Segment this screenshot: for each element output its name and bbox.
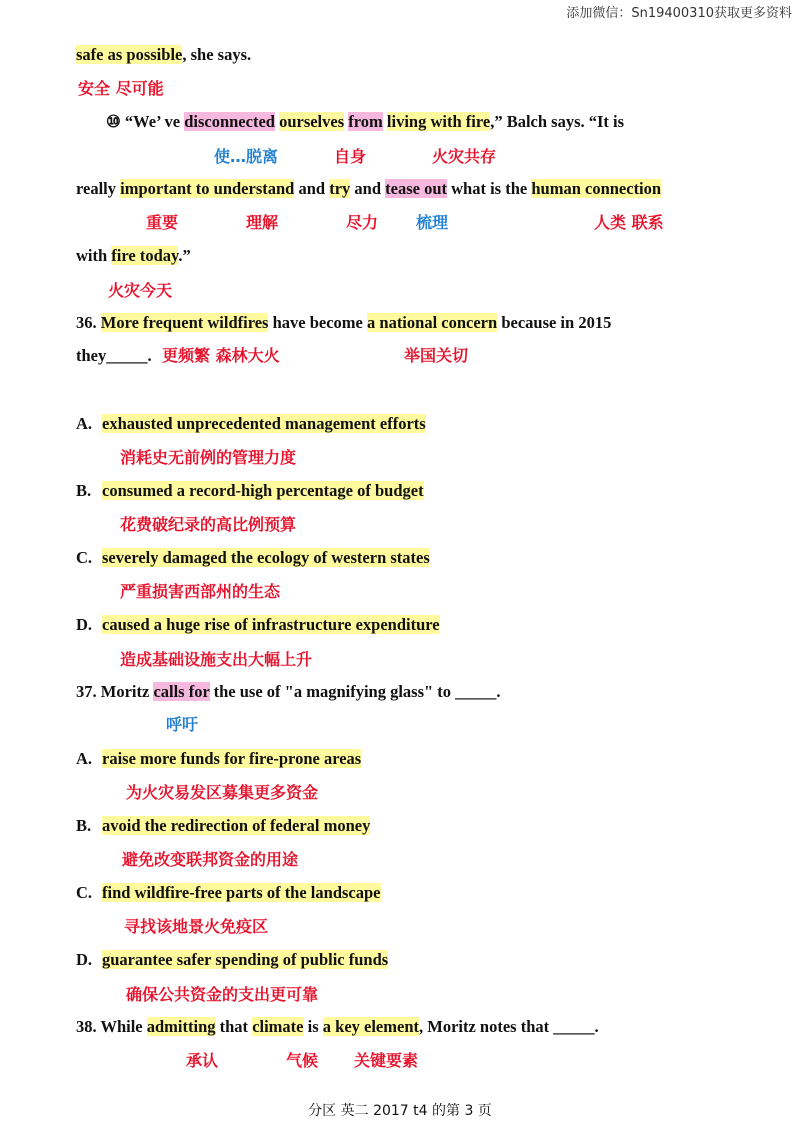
annotation-note: 呼吁 [166, 715, 199, 734]
option-letter: A. [76, 749, 93, 768]
option-letter: B. [76, 481, 92, 500]
option-letter: A. [76, 414, 93, 433]
annotation-note: 消耗史无前例的管理力度 [120, 448, 297, 467]
option-letter: C. [76, 883, 93, 902]
option-37-c[interactable] [76, 878, 381, 908]
annotation-note: 避免改变联邦资金的用途 [122, 850, 299, 869]
highlight: human connection [531, 179, 662, 198]
passage-line-3 [76, 174, 661, 204]
highlight: safe as possible [76, 45, 183, 64]
highlight: a key element [322, 1017, 419, 1036]
option-text: find wildfire-free parts of the landscape [102, 883, 381, 902]
annotation-note: 确保公共资金的支出更可靠 [126, 985, 319, 1004]
option-37-a[interactable] [76, 744, 361, 774]
option-text: caused a huge rise of infrastructure expenditure [102, 615, 440, 634]
option-36-d[interactable] [76, 610, 440, 640]
question-37-stem [76, 677, 501, 707]
question-36-stem [76, 308, 611, 338]
highlight: try [329, 179, 351, 198]
passage-line-2 [106, 107, 624, 137]
option-text: exhausted unprecedented management efforts [102, 414, 426, 433]
annotation-note: 梳理 [416, 213, 449, 232]
annotation-note: 人类 联系 [594, 213, 664, 232]
question-36-stem-line-2: they_____. [76, 346, 152, 365]
option-36-c[interactable] [76, 543, 430, 573]
annotation-note: 为火灾易发区募集更多资金 [126, 783, 319, 802]
option-36-b[interactable] [76, 476, 424, 506]
highlight: admitting [146, 1017, 216, 1036]
annotation-note: 重要 [146, 213, 179, 232]
option-text: severely damaged the ecology of western states [102, 548, 430, 567]
annotation-note: 火灾共存 [432, 147, 497, 166]
question-number: 36. [76, 313, 101, 332]
annotation-note: 理解 [246, 213, 279, 232]
watermark: 添加微信：Sn19400310获取更多资料 [566, 6, 792, 21]
highlight: from [348, 112, 383, 131]
annotation-note: 使…脱离 [214, 147, 279, 166]
option-text: raise more funds for fire-prone areas [102, 749, 362, 768]
text: have become [268, 313, 368, 332]
option-letter: C. [76, 548, 93, 567]
text: ,” Balch says. “It is [490, 112, 625, 131]
text: the use of "a magnifying glass" to _____. [209, 682, 501, 701]
highlight: ourselves [279, 112, 345, 131]
annotation-note: 花费破纪录的高比例预算 [120, 515, 297, 534]
text: , she says. [182, 45, 252, 64]
text: 37. Moritz [76, 682, 154, 701]
text: that [215, 1017, 253, 1036]
annotation-note: 举国关切 [404, 346, 469, 365]
annotation-note: 尽力 [346, 213, 379, 232]
option-37-b[interactable] [76, 811, 370, 841]
highlight: important to understand [120, 179, 295, 198]
highlight: climate [252, 1017, 304, 1036]
text: 38. While [76, 1017, 147, 1036]
annotation-note: 寻找该地景火免疫区 [124, 917, 269, 936]
highlight: calls for [153, 682, 210, 701]
annotation-note: 自身 [334, 147, 367, 166]
text: and [350, 179, 386, 198]
paragraph-number: ⑩ [106, 112, 121, 131]
option-letter: D. [76, 615, 93, 634]
text: with [76, 246, 112, 265]
highlight: disconnected [184, 112, 275, 131]
annotation-note: 气候 [286, 1051, 319, 1070]
annotation-note: 安全 尽可能 [78, 79, 164, 98]
highlight: a national concern [367, 313, 498, 332]
option-37-d[interactable] [76, 945, 388, 975]
passage-line-4 [76, 241, 191, 271]
highlight: living with fire [386, 112, 491, 131]
annotation-note: 关键要素 [354, 1051, 419, 1070]
passage-line-1 [76, 40, 251, 70]
text: because in 2015 [497, 313, 612, 332]
highlight: fire today [111, 246, 179, 265]
text: is [303, 1017, 323, 1036]
text: what is the [447, 179, 532, 198]
option-text: avoid the redirection of federal money [102, 816, 371, 835]
option-letter: B. [76, 816, 92, 835]
annotation-note: 造成基础设施支出大幅上升 [120, 650, 313, 669]
text: “We’ ve [124, 112, 185, 131]
annotation-note: 承认 [186, 1051, 219, 1070]
highlight: More frequent wildfires [100, 313, 269, 332]
annotation-note: 更频繁 森林大火 [162, 346, 280, 365]
question-38-stem [76, 1012, 599, 1042]
page-footer: 分区 英二 2017 t4 的第 3 页 [308, 1103, 492, 1119]
text: and [294, 179, 330, 198]
option-letter: D. [76, 950, 93, 969]
highlight: tease out [385, 179, 447, 198]
text: .” [178, 246, 191, 265]
annotation-note: 火灾今天 [108, 281, 173, 300]
option-text: guarantee safer spending of public funds [102, 950, 389, 969]
option-text: consumed a record-high percentage of budget [102, 481, 424, 500]
annotation-note: 严重损害西部州的生态 [120, 582, 281, 601]
text: really [76, 179, 121, 198]
option-36-a[interactable] [76, 409, 426, 439]
text: , Moritz notes that _____. [419, 1017, 599, 1036]
